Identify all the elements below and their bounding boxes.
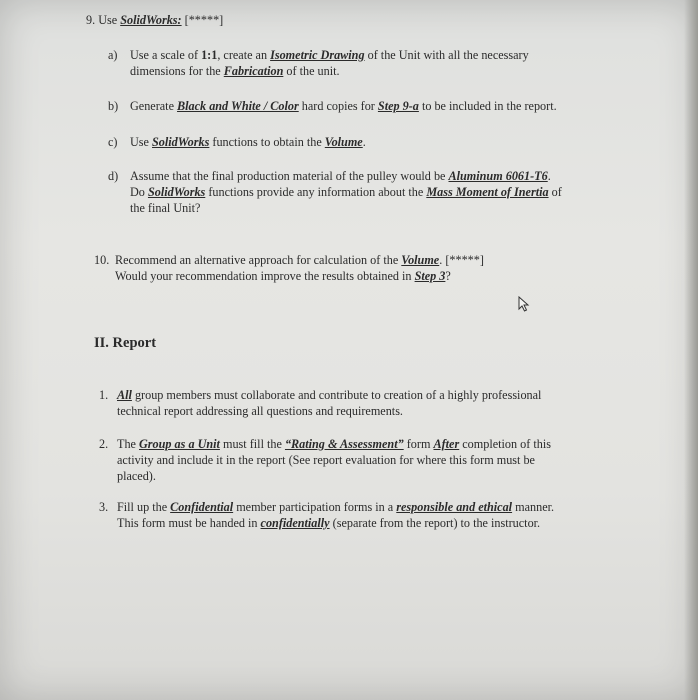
q10-number: 10. bbox=[94, 253, 110, 267]
report-item3-line1: Fill up the Confidential member participation forms in a responsible and ethical manner. bbox=[117, 500, 555, 514]
report-item2-line1: The Group as a Unit must fill the “Rating & Assessment” form After completion of this bbox=[117, 437, 551, 451]
report-item1-line2: technical report addressing all questions and requirements. bbox=[117, 404, 403, 418]
report-item1-number: 1. bbox=[99, 388, 109, 402]
report-item2-number: 2. bbox=[99, 437, 109, 451]
report-heading: II. Report bbox=[94, 335, 157, 351]
q9b-line: Generate Black and White / Color hard copies for Step 9-a to be included in the report. bbox=[130, 99, 557, 113]
q9a-label: a) bbox=[108, 48, 118, 62]
q9c-label: c) bbox=[108, 135, 118, 149]
q9b-label: b) bbox=[108, 99, 119, 113]
report-item3-line2: This form must be handed in confidentially (separate from the report) to the instructor. bbox=[117, 516, 541, 530]
q9-solidworks-link: SolidWorks: bbox=[120, 13, 182, 27]
q10-line1: Recommend an alternative approach for calculation of the Volume. [*****] bbox=[115, 253, 484, 267]
cursor-pointer-icon bbox=[517, 296, 533, 312]
q9c-line: Use SolidWorks functions to obtain the Volume. bbox=[130, 135, 366, 149]
q9d-line1: Assume that the final production material of the pulley would be Aluminum 6061-T6. bbox=[130, 169, 551, 183]
q10-line2: Would your recommendation improve the results obtained in Step 3? bbox=[115, 269, 451, 283]
q9-heading: 9. Use SolidWorks: [*****] bbox=[86, 13, 224, 27]
q9d-label: d) bbox=[108, 169, 119, 183]
report-item1-line1: All group members must collaborate and contribute to creation of a highly professional bbox=[117, 388, 542, 402]
report-item2-line2: activity and include it in the report (See report evaluation for where this form must be bbox=[117, 453, 535, 467]
q9a-line2: dimensions for the Fabrication of the unit. bbox=[130, 64, 340, 78]
q9d-line2: Do SolidWorks functions provide any information about the Mass Moment of Inertia of bbox=[130, 185, 562, 199]
paper-edge-shadow bbox=[684, 0, 698, 700]
report-item2-line3: placed). bbox=[117, 469, 156, 483]
q9a-line1: Use a scale of 1:1, create an Isometric Drawing of the Unit with all the necessary bbox=[130, 48, 529, 62]
report-item3-number: 3. bbox=[99, 500, 109, 514]
q9-number: 9. bbox=[86, 13, 96, 27]
q9d-line3: the final Unit? bbox=[130, 201, 201, 215]
